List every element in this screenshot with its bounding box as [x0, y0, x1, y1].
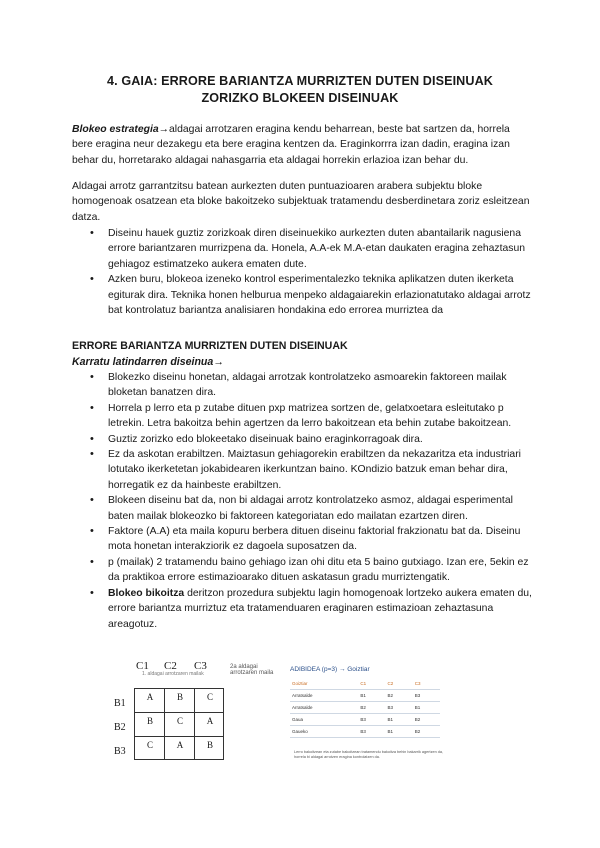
table-cell: C2 [386, 678, 413, 690]
table-row [290, 714, 440, 726]
list-item: • Guztiz zorizko edo blokeetako diseinuak baino eraginkorragoak dira. [72, 432, 534, 447]
intro-bullet-list [72, 226, 534, 318]
intro-paragraph-2: Aldagai arrotz garrantzitsu batean aurkezten duten puntuazioaren arabera subjektu bloke homogenoak osatzean eta bloke bakoitzeko subjektuak tratamendu desberdinetara zoriz esleitzean datza. [72, 181, 530, 223]
table-cell: Arratsalde [290, 702, 358, 714]
blokeo-bikoitza-term: Blokeo bikoitza [108, 587, 185, 599]
list-item: • Blokeen diseinu bat da, non bi aldagai arrotz kontrolatzeko asmoz, aldagai esperimental baten mailak blokeozko bi faktoreen kategoriatan edo mailatan ezartzen diren. [72, 493, 534, 524]
table-cell: B1 [386, 726, 413, 738]
section-subheading: Karratu latindarren diseinua→ [72, 356, 224, 368]
intro-lead: Blokeo estrategia [72, 124, 159, 135]
table-cell: B2 [358, 702, 385, 714]
grid-cell: C [146, 740, 153, 750]
grid-cell: C [176, 716, 183, 726]
latin-square-grid [134, 688, 224, 760]
table-cell: B2 [413, 714, 440, 726]
grid-cell: B [146, 716, 153, 726]
latin-square-figure [112, 660, 282, 760]
blokeo-bikoitza-text: deritzon prozedura subjektu lagin homogenoak lortzeko aukera ematen du, errore bariantza murriztuz eta tratamenduaren eraginaren estimazioan zehaztasuna areagotuz. [108, 587, 532, 630]
table-cell: Goiztiar [290, 678, 358, 690]
row-label: B1 [114, 698, 126, 709]
grid-cell: B [206, 740, 213, 750]
table-cell: Gaua [290, 714, 358, 726]
column-label: C1 [136, 660, 149, 672]
table-cell: C3 [413, 678, 440, 690]
list-item: • Blokezko diseinu honetan, aldagai arrotzak kontrolatzeko asmoarekin faktoreen mailak bloketan banatzen dira. [72, 370, 534, 401]
table-cell: C1 [358, 678, 385, 690]
grid-cell: A [206, 716, 214, 726]
table-cell: B3 [386, 702, 413, 714]
example-table-note: Lerro bakoitzean eta zutabe bakoitzean tratamendu bakoitza behin bakarrik agertzen da, horrela bi aldagai arrotzen eragina kontrolatzen da. [294, 750, 444, 759]
intro-text: →aldagai arrotzaren eragina kendu beharrean, beste bat sartzen da, horrela bere eragina neur dezakegu eta bere eragina kentzen da. Eraginkorrra izan dadin, eragina izan behar du, horretarako aldagai nahasgarria eta aldagai horrekin erlazioa izan behar du. [72, 124, 510, 166]
table-cell: B1 [358, 690, 385, 702]
title-line-1: 4. GAIA: ERRORE BARIANTZA MURRIZTEN DUTEN DISEINUAK [107, 74, 493, 88]
example-table-figure [290, 666, 450, 766]
table-row [290, 690, 440, 702]
grid-cell: A [176, 740, 184, 750]
intro-paragraph [72, 122, 532, 168]
section-heading: ERRORE BARIANTZA MURRIZTEN DUTEN DISEINUAK [72, 340, 348, 352]
page-title [60, 73, 540, 107]
figure-caption: 2a aldagai arrotzaren maila [230, 664, 274, 676]
column-label: C3 [194, 660, 207, 672]
column-label: C2 [164, 660, 177, 672]
table-cell: Gaueko [290, 726, 358, 738]
table-cell: B3 [358, 714, 385, 726]
list-item: • Faktore (A.A) eta maila kopuru berbera dituen diseinu faktorial frakzionatu bat da. Diseinu mota honetan interakziorik ez dagoela suposatzen da. [72, 524, 534, 555]
row-label: B2 [114, 722, 126, 733]
grid-cell: C [206, 692, 213, 702]
list-item [72, 586, 534, 632]
list-item: • Diseinu hauek guztiz zorizkoak diren diseinuekiko aurkezten duten abantailarik nagusiena errore bariantzaren murrizpena da. Honela, A.A-ek M.A-etan daukaten eragina zehaztasun gehiagoz estimatzeko aukera ematen dute. [72, 226, 534, 272]
list-item: • Azken buru, blokeoa izeneko kontrol esperimentalezko teknika aplikatzen duten ikerketa egiturak dira. Teknika honen helburua menpeko aldagaiarekin erlazionatutako aldagai arrotz bat kontrolatuz bariantza analisiaren hondakina edo errorea murriztea da [72, 272, 534, 318]
list-item: • Horrela p lerro eta p zutabe dituen pxp matrizea sortzen de, gelatxoetara esleitutako p letrekin. Letra bakoitza behin agertzen da lerro bakoitzean eta behin zutabe bakoitzean. [72, 401, 534, 432]
list-item: • Ez da askotan erabiltzen. Maiztasun gehiagorekin erabiltzen da nekazaritza eta industriari lotutako ikerketetan jokabidearen ikerkuntzan baino. KOndizio batzuk eman behar dira, horregatik ez da hainbeste erabiltzen. [72, 447, 534, 493]
table-cell: B2 [413, 726, 440, 738]
latin-square-bullet-list [72, 370, 534, 632]
grid-cell: B [176, 692, 183, 702]
figure-sub-caption: 1. aldagai arrotzaren mailak [142, 671, 204, 677]
grid-cell: A [146, 692, 154, 702]
table-cell: B2 [386, 690, 413, 702]
example-table [290, 678, 440, 738]
list-item: • p (mailak) 2 tratamendu baino gehiago izan ohi ditu eta 5 baino gutxiago. Izan ere, 5ekin ez da praktikoa errore estimazioarako dituen askatasun gradu murriztengatik. [72, 555, 534, 586]
table-cell: B3 [358, 726, 385, 738]
table-cell: Arratsalde [290, 690, 358, 702]
row-label: B3 [114, 746, 126, 757]
table-row [290, 702, 440, 714]
title-line-2: ZORIZKO BLOKEEN DISEINUAK [201, 91, 399, 105]
table-header-row [290, 678, 440, 690]
table-cell: B1 [413, 702, 440, 714]
example-table-title: ADIBIDEA (p=3) → Goiztiar [290, 666, 370, 673]
table-row [290, 726, 440, 738]
table-cell: B1 [386, 714, 413, 726]
table-cell: B3 [413, 690, 440, 702]
